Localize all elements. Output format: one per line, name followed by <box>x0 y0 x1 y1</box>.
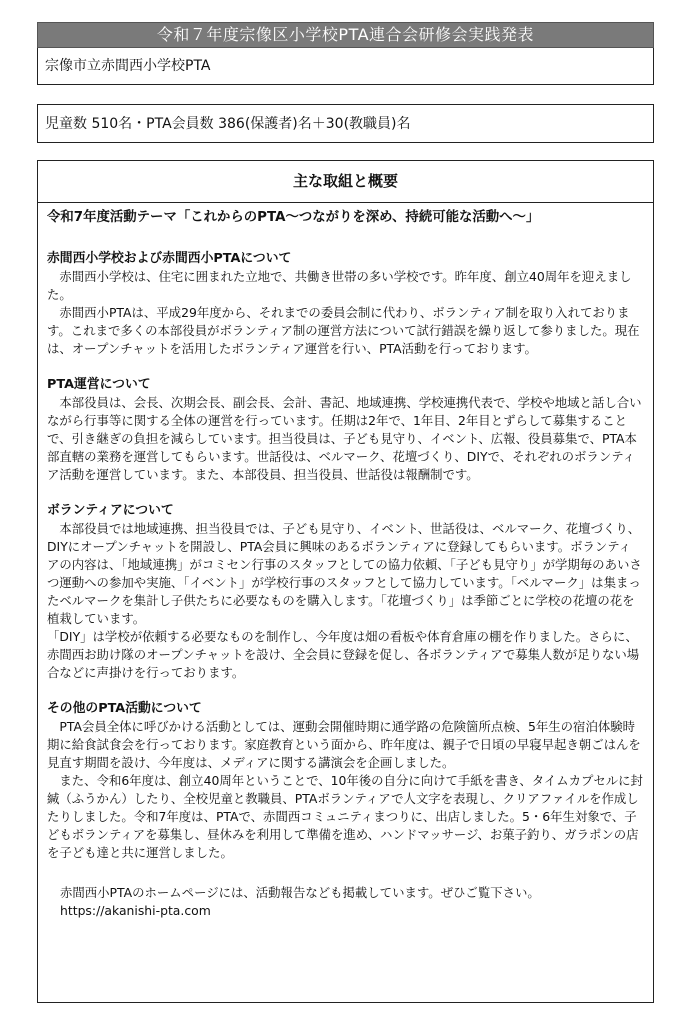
main-box <box>37 160 654 1003</box>
page-title: 令和７年度宗像区小学校PTA連合会研修会実践発表 <box>37 22 654 48</box>
section-volunteer <box>47 502 643 682</box>
footer-text: 赤間西小PTAのホームページには、活動報告なども掲載しています。ぜひご覧下さい。 <box>60 885 540 900</box>
section-pta-operation <box>47 376 643 484</box>
main-heading: 主な取組と概要 <box>38 161 653 203</box>
paragraph: 赤間西小学校は、住宅に囲まれた立地で、共働き世帯の多い学校です。昨年度、創立40周年を迎えました。 <box>47 269 632 302</box>
section-title: その他のPTA活動について <box>47 701 202 716</box>
main-content <box>38 203 653 920</box>
paragraph: PTA会員全体に呼びかける活動としては、運動会開催時期に通学路の危険箇所点検、5年生の宿泊体験時期に給食試食会を行っております。家庭教育という面から、昨年度は、親子で日頃の早寝早起き朝ごはんを見直す期間を設け、今年度は、メディアに関する講演会を企画しました。 <box>47 719 641 770</box>
stats-box: 児童数 510名・PTA会員数 386(保護者)名＋30(教職員)名 <box>37 104 654 143</box>
paragraph: 本部役員では地域連携、担当役員では、子ども見守り、イベント、世話役は、ベルマーク、花壇づくり、DIYにオープンチャットを開設し、PTA会員に興味のあるボランティアに登録してもらいます。ボランティアの内容は、「地域連携」がコミセン行事のスタッフとしての協力依頼、「子ども見守り」が学期毎のあいさつ運動への参加や実施、「イベント」が学校行事のスタッフとして協力しています。「ベルマーク」は集まったベルマークを集計し子供たちに必要なものを購入します。「花壇づくり」は季節ごとに学校の花壇の花を植栽しています。 <box>47 521 642 626</box>
section-school-overview <box>47 250 643 358</box>
paragraph: 本部役員は、会長、次期会長、副会長、会計、書記、地域連携、学校連携代表で、学校や地域と話し合いながら行事等に関する全体の運営を行っています。任期は2年で、1年目、2年目とずらして募集することで、引き継ぎの負担を減らしています。担当役員は、子ども見守り、イベント、広報、役員募集で、PTA本部直轄の業務を運営してもらいます。世話役は、ベルマーク、花壇づくり、DIYで、それぞれのボランティア活動を運営しています。また、本部役員、担当役員、世話役は報酬制です。 <box>47 395 642 482</box>
section-title: ボランティアについて <box>47 503 174 518</box>
paragraph: 赤間西小PTAは、平成29年度から、それまでの委員会制に代わり、ボランティア制を取り入れております。これまで多くの本部役員がボランティア制の運営方法について試行錯誤を繰り返して参りました。現在は、オープンチャットを活用したボランティア運営を行い、PTA活動を行っております。 <box>47 305 640 356</box>
footer <box>47 884 643 920</box>
homepage-link[interactable]: https://akanishi-pta.com <box>60 903 211 918</box>
paragraph: 「DIY」は学校が依頼する必要なものを制作し、今年度は畑の看板や体育倉庫の棚を作りました。さらに、赤間西お助け隊のオープンチャットを設け、全会員に登録を促し、各ボランティアで募集人数が足りない場合などに声掛けを行っております。 <box>47 629 640 680</box>
paragraph: また、令和6年度は、創立40周年ということで、10年後の自分に向けて手紙を書き、タイムカプセルに封緘（ふうかん）したり、全校児童と教職員、PTAボランティアで人文字を表現し、クリアファイルを作成したりしました。令和7年度は、PTAで、赤間西コミュニティまつりに、出店しました。5・6年生対象で、子どもボランティアを募集し、昼休みを利用して準備を進め、ハンドマッサージ、お菓子釣り、ガラポンの店を子ども達と共に運営しました。 <box>47 773 643 860</box>
activity-theme: 令和7年度活動テーマ「これからのPTA〜つながりを深め、持続可能な活動へ〜」 <box>47 210 540 225</box>
section-title: PTA運営について <box>47 377 151 392</box>
school-name: 宗像市立赤間西小学校PTA <box>37 48 654 85</box>
section-other-activities <box>47 700 643 862</box>
section-title: 赤間西小学校および赤間西小PTAについて <box>47 251 292 266</box>
